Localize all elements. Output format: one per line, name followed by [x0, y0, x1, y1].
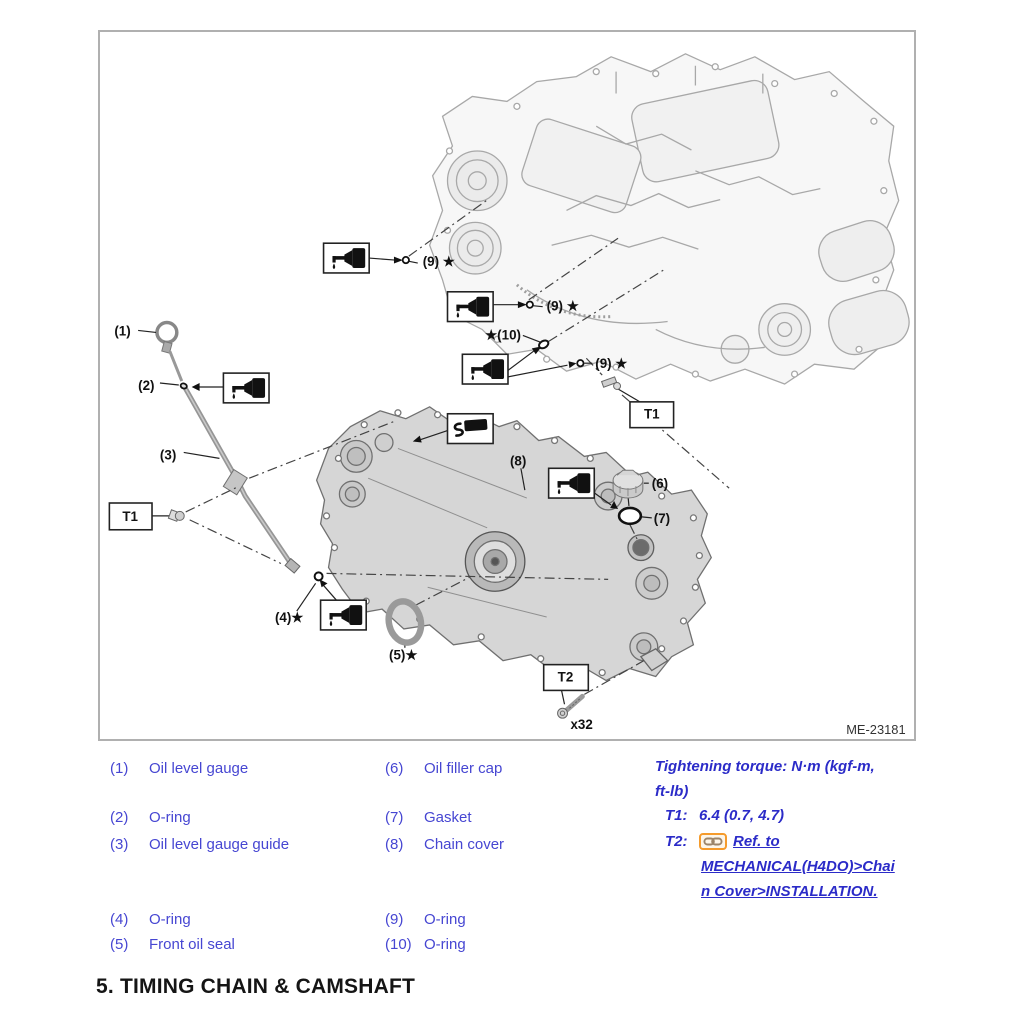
- legend-label: O-ring: [149, 809, 191, 826]
- gasket-7: [619, 508, 641, 524]
- reference-link-line3[interactable]: n Cover>INSTALLATION.: [701, 883, 878, 900]
- oil-level-gauge-illustration: [157, 323, 300, 574]
- o-ring-9c: [577, 360, 583, 366]
- callout-2-label: (2): [138, 377, 155, 393]
- legend-row-6: [385, 760, 502, 778]
- bolt-t1-left: [168, 510, 184, 521]
- oil-symbol-box-9c-10: [462, 354, 508, 384]
- section-heading: 5. TIMING CHAIN & CAMSHAFT: [96, 975, 416, 998]
- legend-label: Oil level gauge guide: [149, 836, 290, 853]
- t1-left-label: T1: [122, 508, 139, 524]
- oil-symbol-box-7: [549, 468, 595, 498]
- torque-title-line1: Tightening torque: N·m (kgf-m,: [655, 758, 875, 775]
- legend-label: Chain cover: [424, 836, 505, 853]
- callout-8-label: (8): [509, 453, 527, 469]
- legend-num: (8): [385, 836, 404, 853]
- callout-3-label: (3): [159, 447, 177, 463]
- legend-row-10: [385, 936, 466, 954]
- chain-cover-illustration: [317, 407, 712, 681]
- legend-label: Oil level gauge: [149, 760, 249, 777]
- callout-5-label: (5)★: [389, 647, 418, 663]
- reference-link-line1[interactable]: Ref. to: [733, 833, 780, 850]
- oil-symbol-box-9b: [448, 292, 494, 322]
- o-ring-2: [180, 383, 188, 390]
- figure-code: ME-23181: [846, 722, 906, 738]
- legend-num: (1): [110, 760, 129, 777]
- figure-frame: [98, 30, 916, 741]
- legend-label: Oil filler cap: [424, 760, 503, 777]
- legend-label: O-ring: [424, 911, 466, 928]
- callout-4-label: (4)★: [274, 609, 304, 625]
- legend-num: (2): [110, 809, 129, 826]
- o-ring-9b: [527, 302, 533, 308]
- torque-t2-row: [655, 833, 780, 851]
- reference-link-line2[interactable]: MECHANICAL(H4DO)>Chai: [701, 858, 895, 875]
- oil-filler-cap: [613, 470, 643, 498]
- torque-t1-row: [655, 807, 784, 825]
- legend-row-5: [110, 936, 235, 954]
- legend-label: Front oil seal: [149, 936, 235, 953]
- callout-10-label: ★(10): [485, 327, 521, 343]
- legend-row-7: [385, 809, 472, 827]
- callout-9c-label: (9) ★: [595, 356, 628, 372]
- legend-row-8: [385, 836, 504, 854]
- torque-title-line2: ft-lb): [655, 783, 689, 800]
- t2-label: T2: [557, 669, 574, 685]
- oil-symbol-box-2: [223, 373, 269, 403]
- t1-right-label: T1: [643, 406, 660, 422]
- legend-row-1: [110, 760, 248, 778]
- legend-label: O-ring: [149, 911, 191, 928]
- callout-9b-label: (9) ★: [546, 298, 579, 314]
- o-ring-4: [315, 572, 323, 580]
- torque-t2-key: T2:: [665, 833, 688, 850]
- legend-label: Gasket: [424, 809, 472, 826]
- exploded-diagram: [100, 32, 914, 739]
- legend-row-2: [110, 809, 191, 827]
- callout-1-label: (1): [114, 323, 131, 339]
- legend-num: (3): [110, 836, 129, 853]
- reference-link-icon: [699, 833, 727, 850]
- legend-label: O-ring: [424, 936, 466, 953]
- bolt-count-label: x32: [570, 717, 593, 733]
- oil-symbol-box-4: [321, 600, 367, 630]
- o-ring-9a: [403, 257, 409, 263]
- torque-t1-key: T1:: [665, 807, 688, 824]
- liquid-gasket-symbol-box: [448, 414, 494, 444]
- callout-9a-label: (9) ★: [422, 254, 455, 270]
- oil-symbol-box-9a: [324, 243, 370, 273]
- legend-row-3: [110, 836, 289, 854]
- callout-6-label: (6): [651, 476, 669, 492]
- legend-num: (4): [110, 911, 129, 928]
- legend-num: (7): [385, 809, 404, 826]
- callout-7-label: (7): [653, 510, 671, 526]
- torque-t1-value: 6.4 (0.7, 4.7): [699, 807, 785, 824]
- legend-num: (5): [110, 936, 129, 953]
- bolt-t1-right: [602, 377, 621, 390]
- legend-row-4: [110, 911, 191, 929]
- legend-row-9: [385, 911, 466, 929]
- legend-num: (6): [385, 760, 404, 777]
- legend-num: (9): [385, 911, 404, 928]
- legend-num: (10): [385, 936, 412, 953]
- bolt-t2: [558, 696, 583, 718]
